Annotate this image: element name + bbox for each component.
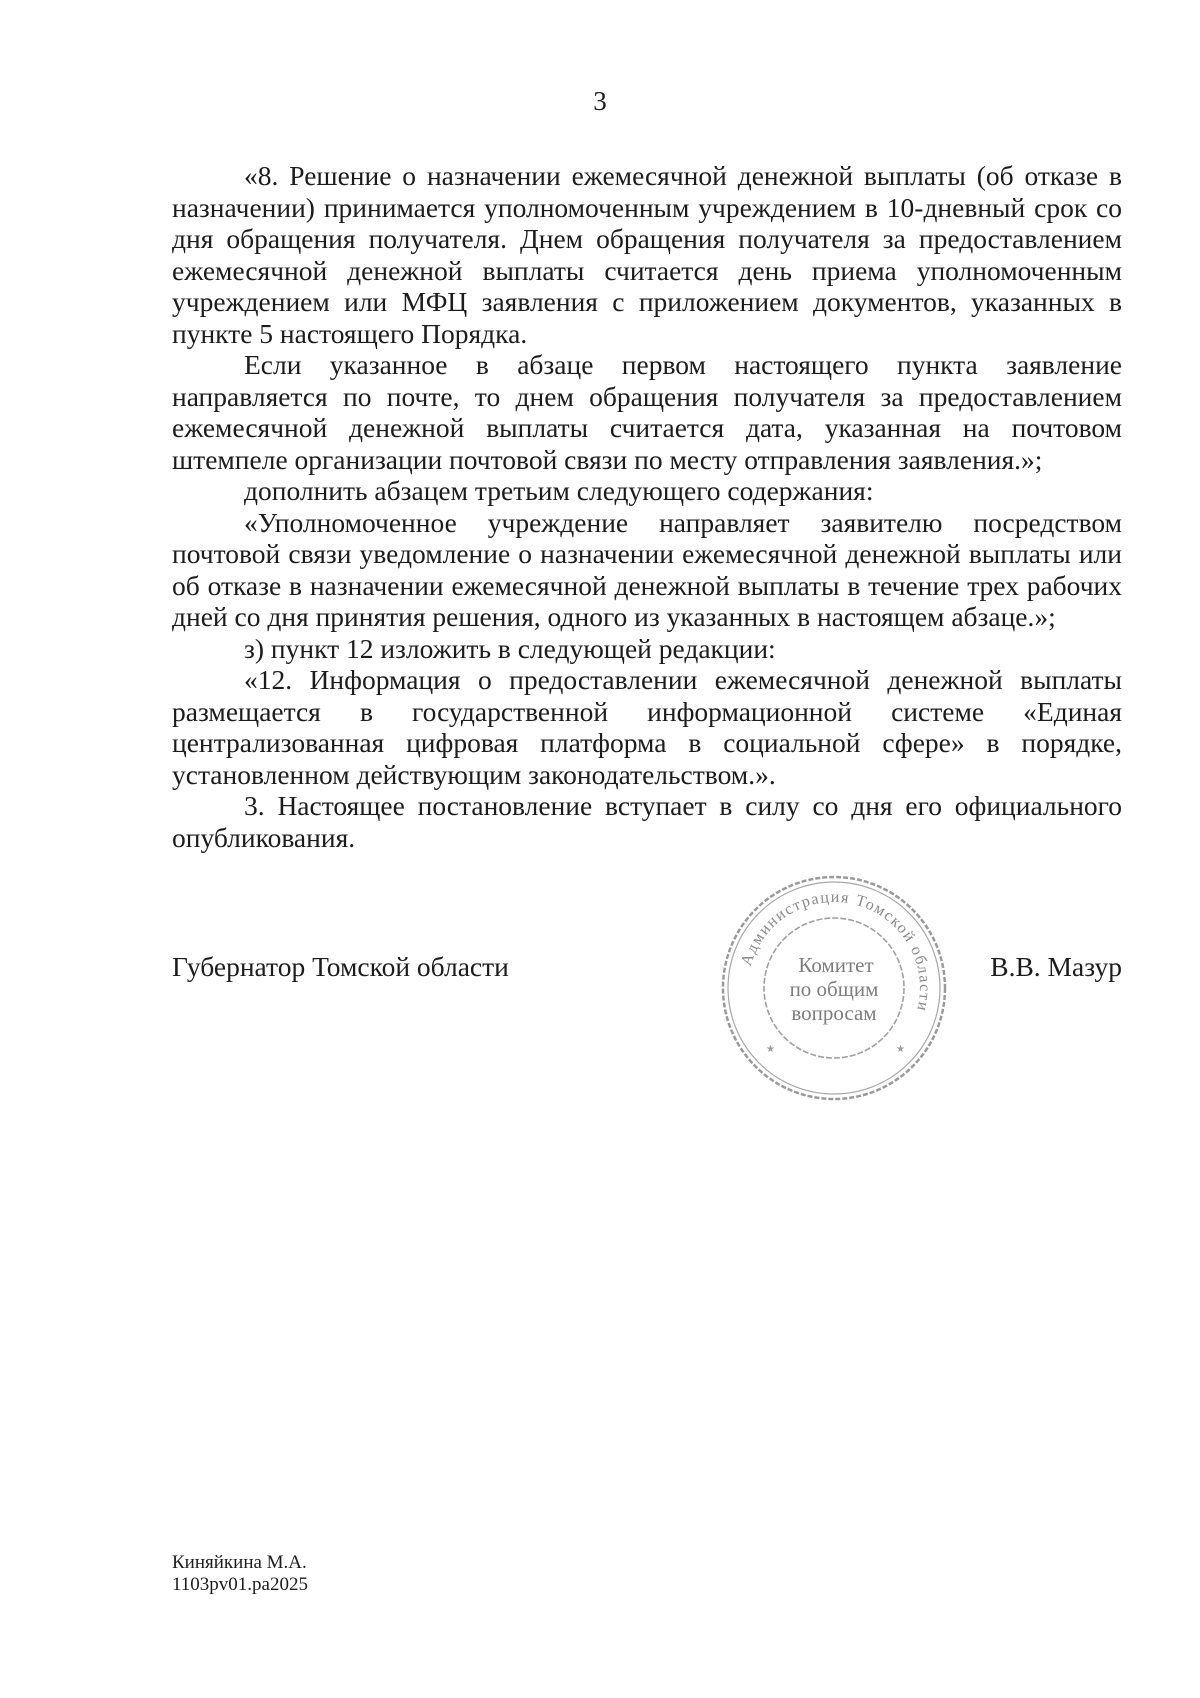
stamp-center-line: Комитет (798, 953, 874, 977)
paragraph: дополнить абзацем третьим следующего содержания: (244, 475, 874, 506)
paragraph: «12. Информация о предоставлении ежемесячной денежной выплаты размещается в государственной информационной системе «Единая централизованная цифровая платформа в социальной сфере» в порядке, установленном действующим законодательством.». (172, 664, 1122, 790)
stamp-ring-text: Администрация Томской области (738, 888, 934, 1014)
paragraph: «Уполномоченное учреждение направляет заявителю посредством почтовой связи уведомление о назначении ежемесячной денежной выплаты или об отказе в назначении ежемесячной денежной выплаты в течение трех рабочих дней со дня принятия решения, одного из указанных в настоящем абзаце.»; (172, 506, 1122, 632)
paragraph: «8. Решение о назначении ежемесячной денежной выплаты (об отказе в назначении) принимается уполномоченным учреждением в 10-дневный срок со дня обращения получателя. Днем обращения получателя за предоставлением ежемесячной денежной выплаты считается день приема уполномоченным учреждением или МФЦ заявления с приложением документов, указанных в пункте 5 настоящего Порядка. (172, 160, 1122, 349)
paragraph: з) пункт 12 изложить в следующей редакции: (244, 632, 776, 664)
paragraph: 3. Настоящее постановление вступает в силу со дня его официального опубликования. (172, 790, 1122, 853)
document-code: 1103pv01.pa2025 (172, 1574, 308, 1595)
signatory-position: Губернатор Томской области (172, 951, 509, 982)
signatory-name: В.В. Мазур (990, 951, 1122, 982)
stamp-star-icon: ★ (766, 1044, 775, 1055)
stamp-center-line: по общим (789, 977, 879, 1001)
page-number: 3 (593, 86, 607, 116)
executor-info (172, 1552, 308, 1596)
official-stamp (718, 872, 950, 1104)
stamp-center-line: вопросам (791, 1001, 877, 1025)
document-body (172, 160, 1122, 853)
executor-name: Киняйкина М.А. (172, 1552, 307, 1573)
paragraph: Если указанное в абзаце первом настоящего пункта заявление направляется по почте, то днем обращения получателя за предоставлением ежемесячной денежной выплаты считается дата, указанная на почтовом штемпеле организации почтовой связи по месту отправления заявления.»; (172, 349, 1122, 475)
stamp-star-icon: ★ (896, 1044, 905, 1055)
